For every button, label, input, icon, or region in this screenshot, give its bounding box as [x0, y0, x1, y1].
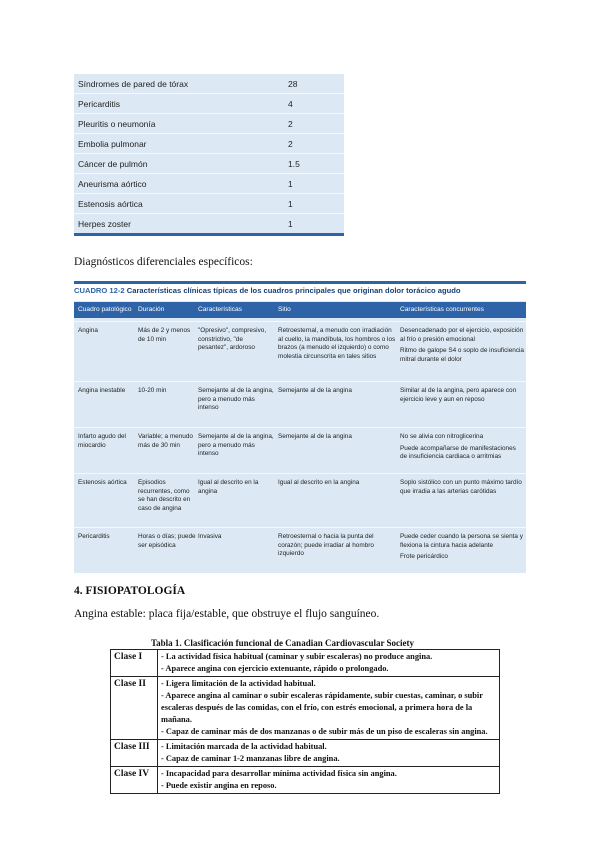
table-row: Clase IV - Incapacidad para desarrollar mínima actividad física sin angina. - Puede existir angina en reposo.: [111, 767, 500, 794]
clinical-features-table: [74, 281, 526, 573]
prevalence-table: [74, 74, 344, 236]
table-row: Síndromes de pared de tórax 28: [78, 78, 298, 89]
class-label: Clase I: [111, 650, 158, 677]
table-row: Cáncer de pulmón 1.5: [74, 153, 344, 173]
section-title: 4. FISIOPATOLOGÍA: [74, 585, 186, 597]
table-row: Pericarditis Horas o días; puede ser episódica Invasiva Retroesternal o hacia la punta del corazón; puede irradiar al hombro izquierdo Puede ceder cuando la persona se sienta y flexiona la cintura hacia adelante Frote pericárdico: [74, 527, 526, 574]
column-header: Características: [198, 306, 242, 313]
class-label: Clase IV: [111, 767, 158, 794]
table-row: Angina Más de 2 y menos de 10 min "Opresivo", compresivo, constrictivo, "de pesantez", ardoroso Retroesternal, a menudo con irradiación al cuello, la mandíbula, los hombros o los brazos (a menudo el izquierdo) o como molestia circunscrita en tales sitios Desencadenado por el ejercicio, exposición al frío o presión emocional Ritmo de galope S4 o soplo de insuficiencia mitral durante el dolor: [74, 321, 526, 378]
table-title: Características clínicas típicas de los cuadros principales que originan dolor torácico agudo: [126, 286, 461, 295]
table-caption: [74, 281, 526, 301]
table-row: Clase II - Ligera limitación de la actividad habitual. - Aparece angina al caminar o subir escaleras rápidamente, subir cuestas, caminar, o subir escaleras después de las comidas, con el frío, con estrés emocional, a primera hora de la mañana. - Capaz de caminar más de dos manzanas o de subir más de un piso de escaleras sin angina.: [111, 677, 500, 740]
column-header: Duración: [138, 306, 165, 313]
column-header: Cuadro patológico: [78, 306, 132, 313]
table-row: Clase III - Limitación marcada de la actividad habitual. - Capaz de caminar 1-2 manzanas libre de angina.: [111, 740, 500, 767]
column-header: Características concurrentes: [400, 306, 484, 313]
table-title: Tabla 1. Clasificación funcional de Canadian Cardiovascular Society: [151, 638, 415, 648]
ccs-classification-table: [110, 649, 500, 794]
table-row: Clase I - La actividad física habitual (caminar y subir escaleras) no produce angina. - Aparece angina con ejercicio extenuante, rápido o prolongado.: [111, 650, 500, 677]
table-row: Embolia pulmonar 2: [74, 133, 344, 153]
table-row: Angina inestable 10-20 min Semejante al de la angina, pero a menudo más intenso Semejante al de la angina Similar al de la angina, pero aparece con ejercicio leve y aun en reposo: [74, 381, 526, 426]
table-row: Herpes zoster 1: [74, 213, 344, 233]
angina-paragraph: Angina estable: placa fija/estable, que obstruye el flujo sanguíneo.: [74, 608, 380, 620]
table-tag: CUADRO 12-2: [74, 286, 125, 295]
table-row: Aneurisma aórtico 1: [74, 173, 344, 193]
table-row: Infarto agudo del miocardio Variable; a menudo más de 30 min Semejante al de la angina, pero a menudo más intenso Semejante al de la angina No se alivia con nitroglicerina Puede acompañarse de manifestaciones de insuficiencia cardiaca o arritmias: [74, 427, 526, 472]
class-label: Clase II: [111, 677, 158, 740]
class-label: Clase III: [111, 740, 158, 767]
table-row: Pleuritis o neumonía 2: [74, 113, 344, 133]
table-row: Pericarditis 4: [74, 93, 344, 113]
column-header: Sitio: [278, 306, 291, 313]
table-row: Estenosis aórtica 1: [74, 193, 344, 213]
table-row: Estenosis aórtica Episodios recurrentes, como se han descrito en caso de angina Igual al descrito en la angina Igual al descrito en la angina Soplo sistólico con un punto máximo tardío que irradia a las arterias carótidas: [74, 473, 526, 526]
diagnosis-paragraph: Diagnósticos diferenciales específicos:: [74, 256, 253, 268]
table-header: [74, 302, 526, 318]
